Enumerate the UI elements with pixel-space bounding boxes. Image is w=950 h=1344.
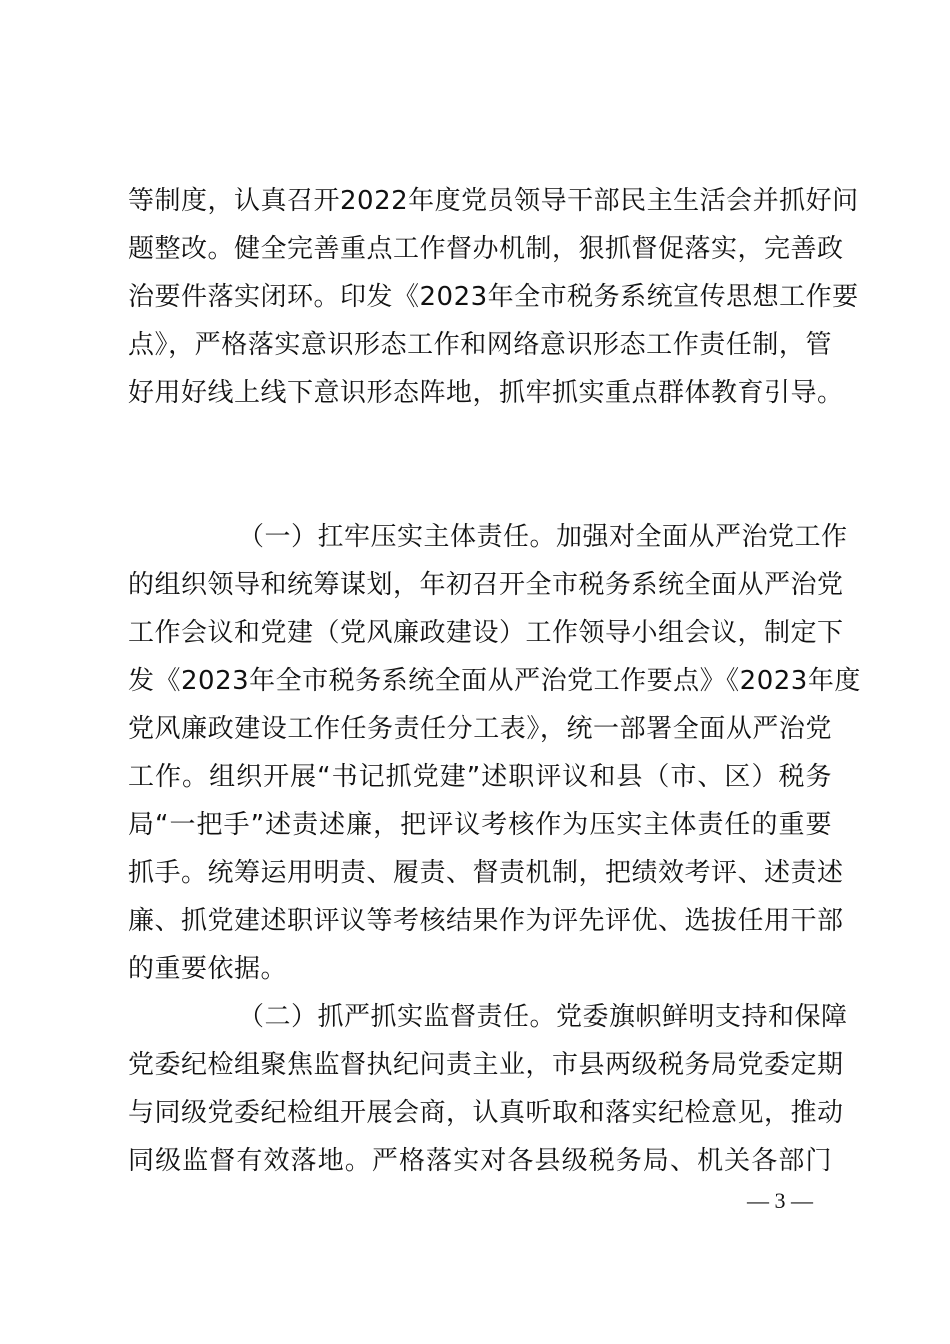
body-text-line: 发《2023年全市税务系统全面从严治党工作要点》《2023年度 — [128, 666, 861, 696]
body-text-line: 与同级党委纪检组开展会商，认真听取和落实纪检意见，推动 — [128, 1098, 844, 1128]
body-text-line: 抓手。统筹运用明责、履责、督责机制，把绩效考评、述责述 — [128, 858, 844, 888]
section-heading — [128, 466, 832, 512]
body-text-line: （一）扛牢压实主体责任。加强对全面从严治党工作 — [238, 522, 848, 552]
body-text-line: 点》，严格落实意识形态工作和网络意识形态工作责任制，管 — [128, 330, 832, 360]
section-heading — [238, 418, 832, 464]
body-text-line: 工作。组织开展“书记抓党建”述职评议和县（市、区）税务 — [128, 762, 832, 792]
body-text-line: 治要件落实闭环。印发《2023年全市税务系统宣传思想工作要 — [128, 282, 859, 312]
body-text-line: 同级监督有效落地。严格落实对各县级税务局、机关各部门 — [128, 1146, 832, 1176]
page-number: — 3 — — [747, 1188, 813, 1213]
body-text-line: 局“一把手”述责述廉，把评议考核作为压实主体责任的重要 — [128, 810, 832, 840]
body-text-line: 廉、抓党建述职评议等考核结果作为评先评优、选拔任用干部 — [128, 906, 844, 936]
body-text-line: 好用好线上线下意识形态阵地，抓牢抓实重点群体教育引导。 — [128, 378, 844, 408]
body-text-line: 工作会议和党建（党风廉政建设）工作领导小组会议，制定下 — [128, 618, 844, 648]
body-text-line: 的组织领导和统筹谋划，年初召开全市税务系统全面从严治党 — [128, 570, 844, 600]
body-text-line: 等制度，认真召开2022年度党员领导干部民主生活会并抓好问 — [128, 186, 859, 216]
body-text-line: （二）抓严抓实监督责任。党委旗帜鲜明支持和保障 — [238, 1002, 848, 1032]
body-text-line: 党委纪检组聚焦监督执纪问责主业，市县两级税务局党委定期 — [128, 1050, 844, 1080]
body-text-line: 党风廉政建设工作任务责任分工表》，统一部署全面从严治党 — [128, 714, 832, 744]
body-text-line: 的重要依据。 — [128, 954, 288, 984]
body-text-line: 题整改。健全完善重点工作督办机制，狠抓督促落实，完善政 — [128, 234, 844, 264]
